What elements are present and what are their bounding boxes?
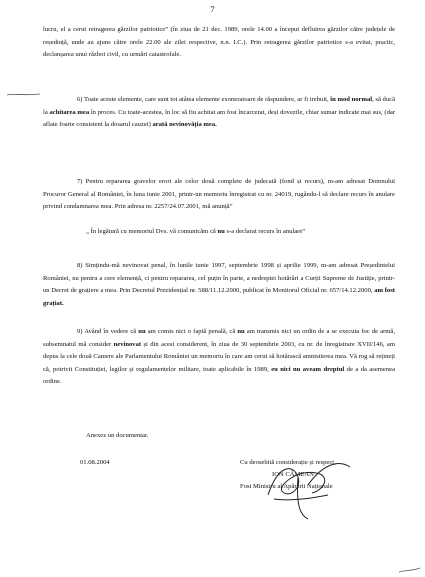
handwritten-signature (238, 455, 358, 525)
paragraph-8: 8) Simțindu-mă nevinovat penal, în lunile iunie 1997, septembrie 1998 și aprilie 1999, m-am adresat Președintelui României, nu pentru a cere elemență, ci pentru repararea, cel puțin în parte, a nedreptei hotărâri a Curții Supreme de Justiție, printr-un Decret de grațiere a mea. Prin Decretul Prezidențial nr. 588/11.12.2000, publicat în Monitorul Oficial nr. 657/14.12.2000, am fost grațiat. (43, 262, 395, 307)
document-date: 01.08.2004 (80, 459, 110, 466)
page-number: 7 (210, 4, 215, 14)
quoted-response: „ În legătură cu memoriul Dvs. vă comunicăm că nu s-a declarat recurs în anulare” (86, 228, 306, 235)
signer-title: Fost Ministru al Apărării Naționale (240, 483, 333, 490)
annex-note: Anexez un documentar. (86, 432, 149, 439)
margin-pen-mark (6, 90, 42, 98)
paragraph-continuation: lucru, el a cerut retragerea gărzilor patriotice” (în ziua de 21 dec. 1989, orele 14.00 a început defluirea gărzilor către județele de reședință, unde au ajuns către orele 22.00 ale zilei respective, n.n. I.C.). Prin retragerea gărzilor patriotice s-a evitat, practic, declanșarea unui război civil, cu urmări catastrofale. (43, 26, 395, 59)
paragraph-7: 7) Pentru repararea gravelor erori ale celor două complete de judecată (fond și recurs), m-am adresat Domnului Procuror General al României, în luna iunie 2001, printr-un memoriu înregistrat cu nr. 24019, rugându-l să declare recurs în anulare privind condamnarea mea. Prin adresa nr. 2257/24.07.2001, mă anunță” (43, 178, 395, 211)
corner-pen-mark (398, 566, 422, 574)
paragraph-9: 9) Având în vedere că nu am comis nici o faptă penală, că nu am transmis nici un ordin de a se executa foc de armă, subsemnatul mă consider nevinovat și din acest considerent, în ziua de 30 septembrie 2003, cu nr. de înregistrare XVII/146, am depus la cele două Camere ale Parlamentului României un memoriu în care am cerut să hotărască amnistierea mea. Vă rog să rețineți că, potrivit Constituției, legilor și regulamentelor militare, toate aplicabile în 1989, eu nici nu aveam dreptul de a da asemenea ordine. (43, 328, 395, 386)
closing-line: Cu deosebită considerație și respect, (240, 459, 336, 466)
signer-name: ION CÂMEAN (272, 471, 314, 478)
paragraph-6: 6) Toate aceste elemente, care sunt tot atâtea elemente exoneratoare de răspundere, ar fi trebuit, în mod normal, să ducă la achitarea mea în proces. Cu toate-acestea, în loc să fiu achitat am fost încarcerat, deși dovezile, chiar sumar indicate mai sus, (dar aflate foarte consistent la dosarul cauzei) arată nevinovăția mea. (43, 96, 395, 129)
